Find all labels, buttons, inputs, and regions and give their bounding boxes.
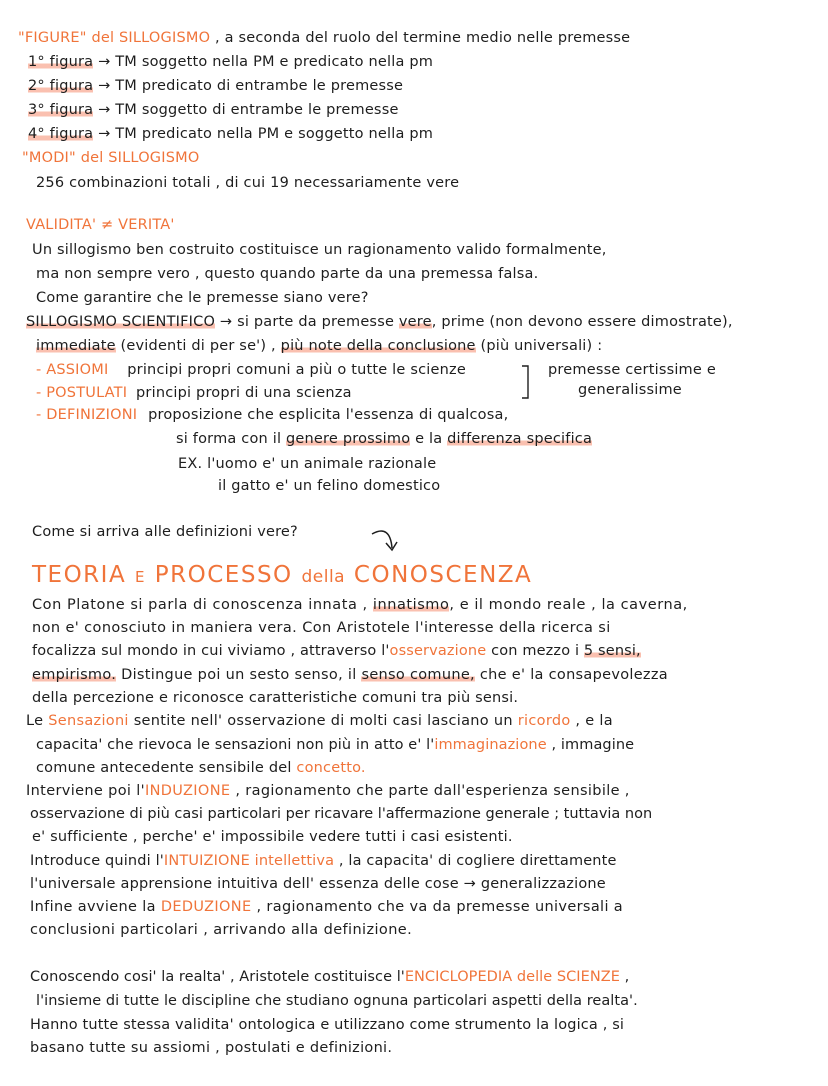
teoria-text: Infine avviene la [30,899,156,915]
definizioni-line [36,405,508,425]
teoria-line [26,711,613,731]
figure-label: 2° figura [28,78,94,94]
sci-text: , prime (non devono essere dimostrate), [431,314,733,330]
curved-arrow-icon [368,522,408,556]
cinque-sensi: 5 sensi, [583,643,641,659]
enciclopedia-scienze: ENCICLOPEDIA delle SCIENZE [404,969,620,985]
teoria-text: Distingue poi un sesto senso, il [121,667,357,683]
concetto: concetto. [296,760,366,776]
sillogismo-scientifico-line [26,312,733,332]
figure-label: 4° figura [28,126,94,142]
figure-item [28,100,399,120]
definizioni-label: - DEFINIZIONI [36,407,138,423]
figure-item [28,52,433,72]
immediate-word: immediate [36,338,116,354]
modi-title: "MODI" del SILLOGISMO [22,150,200,166]
validita-line: ma non sempre vero , questo quando parte da una premessa falsa. [36,266,539,282]
teoria-line: osservazione di più casi particolari per ricavare l'affermazione generale ; tuttavia non [30,806,653,822]
example-line: il gatto e' un felino domestico [218,478,441,494]
def-text: si forma con il [176,431,282,447]
postulati-label: - POSTULATI [36,385,128,401]
teoria-text: con mezzo i [491,643,580,659]
teoria-line: basano tutte su assiomi , postulati e definizioni. [30,1040,393,1056]
immaginazione: immaginazione [434,737,547,753]
figure-item [28,76,403,96]
teoria-text: che e' la consapevolezza [479,667,668,683]
teoria-line [32,595,688,615]
ricordo: ricordo [517,713,571,729]
teoria-line [30,851,617,871]
definizioni-forma-line [176,429,592,449]
teoria-line: Hanno tutte stessa validita' ontologica e utilizzano come strumento la logica , si [30,1017,625,1033]
example-line: EX. l'uomo e' un animale razionale [178,456,437,472]
assiomi-text: principi propri comuni a più o tutte le scienze [127,362,466,378]
teoria-line: della percezione e riconosce caratteristiche comuni tra più sensi. [32,690,519,706]
teoria-text: Interviene poi l' [26,783,145,799]
differenza-specifica: differenza specifica [447,431,593,447]
teoria-line: conclusioni particolari , arrivando alla definizione. [30,922,413,938]
premesse-note: generalissime [578,382,682,398]
validita-line: Un sillogismo ben costruito costituisce un ragionamento valido formalmente, [32,242,607,258]
teoria-line [26,781,630,801]
teoria-title [32,561,532,591]
teoria-line [36,758,366,778]
genere-prossimo: genere prossimo [286,431,411,447]
figure-text: → TM soggetto di entrambe le premesse [98,102,399,118]
figure-title: "FIGURE" del SILLOGISMO [18,30,211,46]
figure-title-rest: , a seconda del ruolo del termine medio nelle premesse [215,30,631,46]
figure-heading-line [18,28,630,48]
teoria-line [30,967,629,987]
teoria-text: , [624,969,630,985]
modi-text: 256 combinazioni totali , di cui 19 necessariamente vere [36,175,460,191]
teoria-text: Conoscendo cosi' la realta' , Aristotele costituisce l' [30,969,405,985]
question-line: Come si arriva alle definizioni vere? [32,524,298,540]
figure-text: → TM soggetto nella PM e predicato nella pm [98,54,434,70]
validita-line: Come garantire che le premesse siano vere? [36,290,369,306]
innatismo: innatismo [372,597,450,613]
teoria-title-part: E [135,568,146,586]
figure-label: 1° figura [28,54,94,70]
sillogismo-scientifico-title: SILLOGISMO SCIENTIFICO [26,314,216,330]
teoria-line [32,665,668,685]
def-text: e la [415,431,443,447]
teoria-text: focalizza sul mondo in cui viviamo , attraverso l' [32,643,390,659]
teoria-text: , ragionamento che parte dall'esperienza sensibile , [235,783,630,799]
teoria-line: non e' conosciuto in maniera vera. Con Aristotele l'interesse della ricerca si [32,620,611,636]
figure-item [28,124,433,144]
postulati-line [36,383,352,403]
teoria-text: , la capacita' di cogliere direttamente [338,853,617,869]
figure-label: 3° figura [28,102,94,118]
sci-vere: vere [398,314,432,330]
teoria-line [32,641,641,661]
teoria-text: comune antecedente sensibile del [36,760,292,776]
teoria-line [36,735,634,755]
teoria-title-part: PROCESSO [154,562,293,588]
teoria-text: , immagine [551,737,635,753]
definizioni-text: proposizione che esplicita l'essenza di qualcosa, [148,407,509,423]
teoria-text: , e la [575,713,613,729]
sensazioni: Sensazioni [48,713,129,729]
piu-note: più note della conclusione [280,338,476,354]
teoria-title-part: CONOSCENZA [353,562,533,588]
assiomi-label: - ASSIOMI [36,362,109,378]
postulati-text: principi propri di una scienza [136,385,352,401]
assiomi-line [36,360,466,380]
intuizione-intellettiva: INTUIZIONE intellettiva [163,853,335,869]
immediate-line [36,336,602,356]
premesse-note: premesse certissime e [548,362,716,378]
teoria-text: Le [26,713,44,729]
teoria-text: sentite nell' osservazione di molti casi lasciano un [133,713,513,729]
teoria-line: l'universale apprensione intuitiva dell' essenza delle cose → generalizzazione [30,876,606,892]
teoria-text: capacita' che rievoca le sensazioni non più in atto e' l' [36,737,435,753]
immediate-text: (più universali) : [480,338,603,354]
immediate-text: (evidenti di per se') , [120,338,276,354]
teoria-line: l'insieme di tutte le discipline che studiano ognuna particolari aspetti della realta'. [36,993,638,1009]
teoria-text: Introduce quindi l' [30,853,164,869]
deduzione: DEDUZIONE [160,899,252,915]
figure-text: → TM predicato nella PM e soggetto nella pm [98,126,434,142]
senso-comune: senso comune, [361,667,475,683]
validita-title: VALIDITA' ≠ VERITA' [26,217,175,233]
induzione: INDUZIONE [144,783,231,799]
teoria-text: Con Platone si parla di conoscenza innata , [32,597,368,613]
empirismo: empirismo. [32,667,117,683]
figure-text: → TM predicato di entrambe le premesse [98,78,404,94]
osservazione: osservazione [389,643,487,659]
teoria-text: , ragionamento che va da premesse universali a [256,899,624,915]
teoria-title-part: della [301,567,346,587]
bracket-icon [520,362,534,402]
sci-text: → si parte da premesse [219,314,395,330]
teoria-line: e' sufficiente , perche' e' impossibile vedere tutti i casi esistenti. [32,829,513,845]
teoria-line [30,897,623,917]
teoria-title-part: TEORIA [32,562,127,588]
teoria-text: , e il mondo reale , la caverna, [449,597,688,613]
